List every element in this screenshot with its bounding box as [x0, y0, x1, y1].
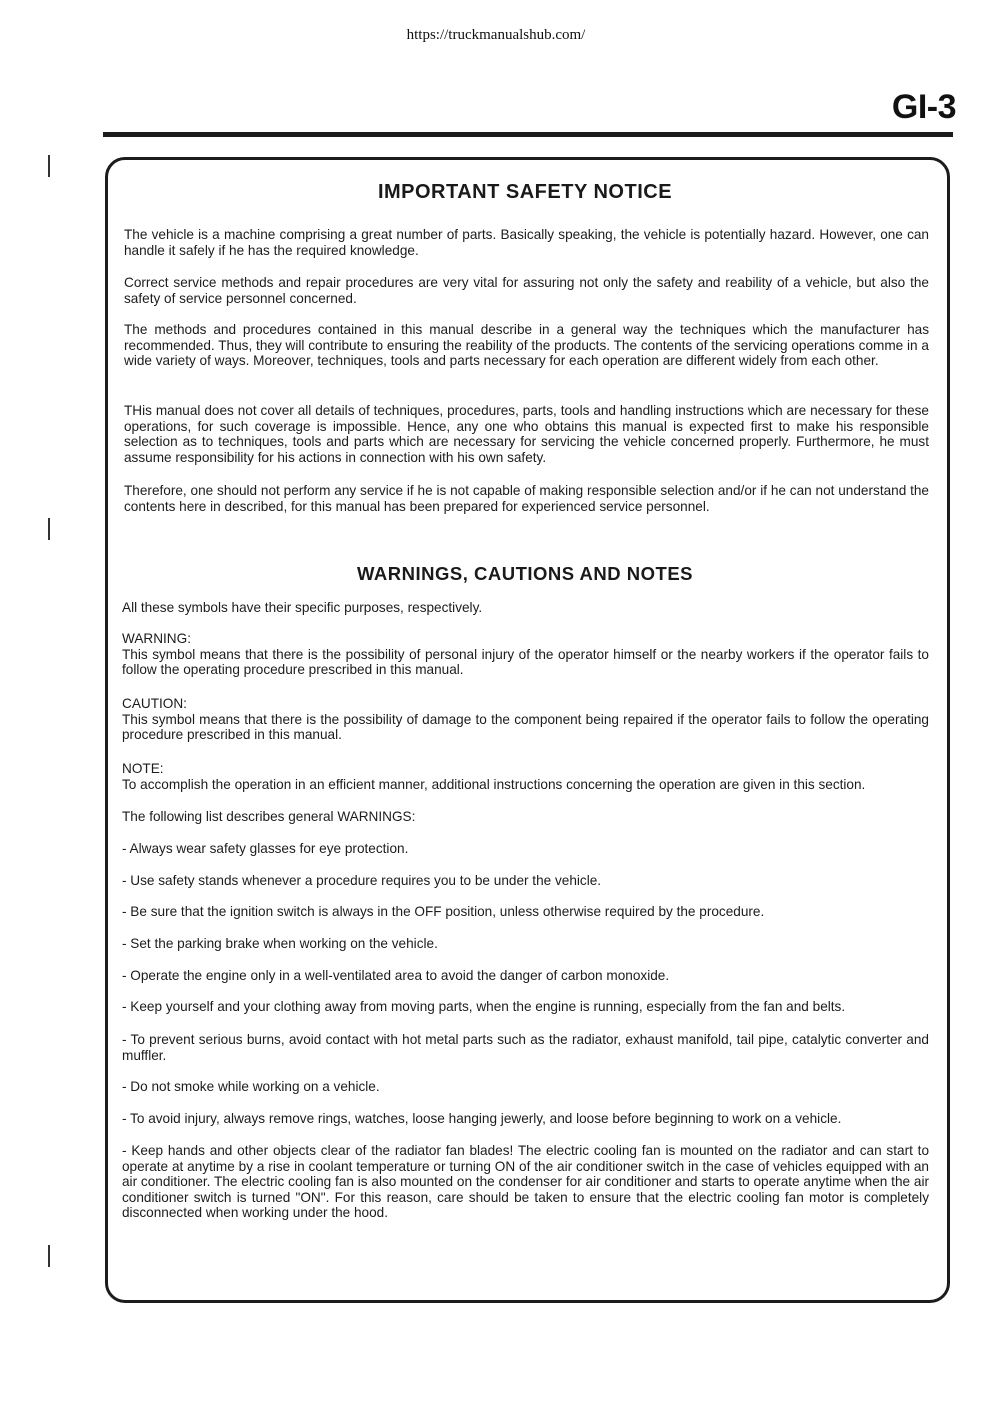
warning-list-item: - Be sure that the ignition switch is always in the OFF position, unless otherwise required by the procedure.	[122, 904, 765, 919]
warning-list-item: - Always wear safety glasses for eye protection.	[122, 841, 409, 856]
safety-paragraph: Correct service methods and repair procedures are very vital for assuring not only the safety and reability of a vehicle, but also the safety of service personnel concerned.	[124, 275, 929, 306]
symbols-intro: All these symbols have their specific purposes, respectively.	[122, 600, 483, 615]
note-block	[122, 761, 929, 792]
warning-block	[122, 631, 929, 678]
warning-list-item: - Do not smoke while working on a vehicle.	[122, 1079, 380, 1094]
warning-list-item: - Operate the engine only in a well-ventilated area to avoid the danger of carbon monoxide.	[122, 968, 670, 983]
warning-list-item: - To avoid injury, always remove rings, watches, loose hanging jewerly, and loose before beginning to work on a vehicle.	[122, 1111, 842, 1126]
safety-paragraph: The vehicle is a machine comprising a great number of parts. Basically speaking, the vehicle is potentially hazard. However, one can handle it safely if he has the required knowledge.	[124, 227, 929, 258]
warning-list-item: - Keep yourself and your clothing away from moving parts, when the engine is running, especially from the fan and belts.	[122, 999, 846, 1014]
warnings-list-intro: The following list describes general WARNINGS:	[122, 809, 416, 824]
warning-text: This symbol means that there is the possibility of personal injury of the operator himself or the nearby workers if the operator fails to follow the operating procedure prescribed in this manual.	[122, 646, 929, 677]
warning-list-item: - Set the parking brake when working on the vehicle.	[122, 936, 438, 951]
warning-list-item: - Keep hands and other objects clear of the radiator fan blades! The electric cooling fan is mounted on the radiator and can start to operate at anytime by a rise in coolant temperature or turning ON of the air conditioner switch in the case of vehicles equipped with an air conditioner. The electric cooling fan is also mounted on the condenser for air conditioner and starts to operate anytime when the air conditioner switch is turned "ON". For this reason, care should be taken to ensure that the electric cooling fan motor is completely disconnected when working under the hood.	[122, 1143, 929, 1220]
safety-paragraph: The methods and procedures contained in this manual describe in a general way the techniques which the manufacturer has recommended. Thus, they will contribute to ensuring the reability of the products. The contents of the servicing operations comme in a wide variety of ways. Moreover, techniques, tools and parts necessary for each operation are different widely from each other.	[124, 322, 929, 368]
caution-label: CAUTION:	[122, 696, 187, 711]
caution-block	[122, 696, 929, 743]
note-text: To accomplish the operation in an efficient manner, additional instructions concerning the operation are given in this section.	[122, 776, 866, 792]
safety-paragraph: THis manual does not cover all details of techniques, procedures, parts, tools and handling instructions which are necessary for these operations, for such coverage is impossible. Hence, any one who obtains this manual is expected first to make his responsible selection as to techniques, tools and parts which are necessary for servicing the vehicle concerned properly. Furthermore, he must assume responsibility for his actions in connection with his own safety.	[124, 403, 929, 465]
safety-notice-title: IMPORTANT SAFETY NOTICE	[377, 181, 673, 203]
warning-list-item: - Use safety stands whenever a procedure requires you to be under the vehicle.	[122, 873, 602, 888]
warnings-section-title: WARNINGS, CAUTIONS AND NOTES	[356, 563, 694, 584]
warning-list-item: - To prevent serious burns, avoid contact with hot metal parts such as the radiator, exhaust manifold, tail pipe, catalytic converter and muffler.	[122, 1032, 929, 1063]
warning-label: WARNING:	[122, 631, 191, 646]
page-number: GI-3	[891, 88, 956, 126]
note-label: NOTE:	[122, 761, 164, 776]
caution-text: This symbol means that there is the possibility of damage to the component being repaired if the operator fails to follow the operating procedure prescribed in this manual.	[122, 711, 929, 742]
source-url: https://truckmanualshub.com/	[406, 27, 586, 43]
safety-paragraph: Therefore, one should not perform any service if he is not capable of making responsible selection and/or if he can not understand the contents here in described, for this manual has been prepared for experienced service personnel.	[124, 483, 929, 514]
